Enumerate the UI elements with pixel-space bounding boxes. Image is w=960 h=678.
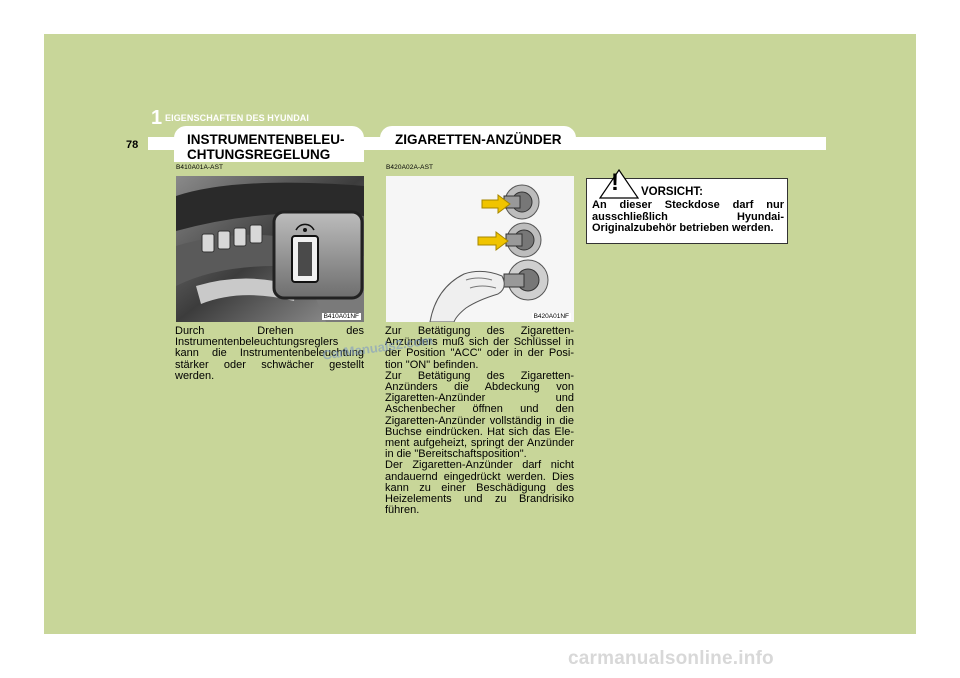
dashboard-dimmer-photo (176, 176, 364, 322)
warning-text: An dieser Steckdose darf nur ausschließlich Hyundai-Originalzubehör betrieben werden. (592, 199, 784, 234)
warning-title: VORSICHT: (641, 186, 703, 198)
lighter-socket-2 (506, 223, 541, 257)
lighter-paragraph-2: Zur Betätigung des Zigaretten-Anzünders die Abdeckung von Zigaretten-Anzünder und Aschenbecher öffnen und den Zigaretten-Anzünder vollständig in die Buchse eindrücken. Hat sich das Ele-ment aufgeheizt, springt der Anzünder in die "Bereitschaftsposition". (385, 369, 574, 461)
lighter-paragraph-3: Der Zigaretten-Anzünder darf nicht andauernd eingedrückt werden. Dies kann zu einer Beschädigung des Heizelements und zu Brandrisiko führen. (385, 459, 574, 517)
dashboard-dimmer-illustration (176, 176, 364, 322)
footer-site-name: carmanualsonline.info (568, 648, 774, 669)
image-label: B420A01NF (533, 313, 569, 320)
page-number: 78 (126, 139, 139, 151)
cigarette-lighter-text (385, 326, 574, 516)
cigarette-lighter-illustration (386, 176, 574, 322)
section-code: B420A02A-AST (386, 164, 434, 171)
instrument-lighting-text: Durch Drehen des Instrumentenbeleuchtungsreglers kann die Instrumentenbeleuchtung stärker oder schwächer gestellt werden. (175, 325, 364, 382)
cigarette-lighter-photo (386, 176, 574, 322)
lighter-paragraph-1: Zur Betätigung des Zigaretten-Anzünders muß sich der Schlüssel in der Position "ACC" oder in der Posi-tion "ON" befinden. (385, 325, 574, 371)
section-title-instrument-lighting (174, 126, 364, 162)
chapter-title: EIGENSCHAFTEN DES HYUNDAI (165, 113, 310, 123)
warning-exclamation: ! (611, 169, 619, 196)
lighter-socket-1 (504, 185, 539, 219)
section-title-line2: CHTUNGSREGELUNG (187, 147, 331, 162)
chapter-number: 1 (151, 107, 163, 129)
image-label: B410A01NF (323, 313, 359, 320)
watermark: CarManuals2.com (321, 332, 434, 363)
section-code: B410A01A-AST (176, 164, 224, 171)
section-title-cigarette-lighter: ZIGARETTEN-ANZÜNDER (380, 126, 576, 150)
section-title-line1: INSTRUMENTENBELEU- (187, 132, 345, 147)
warning-triangle-icon (599, 169, 639, 199)
